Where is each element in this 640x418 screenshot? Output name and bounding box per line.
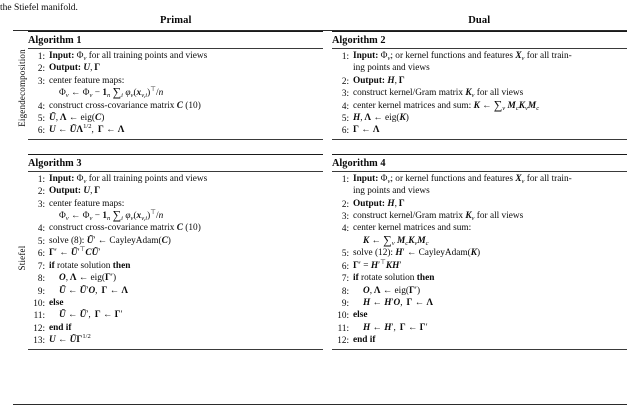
step-text: O, Λ ← eig(Γ′) <box>59 273 117 284</box>
algorithm-4-title: Algorithm 4 <box>332 157 386 169</box>
step-text: center feature maps: <box>49 198 125 209</box>
step-text: construct cross-covariance matrix C (10) <box>49 223 201 234</box>
algorithm-step <box>332 87 627 99</box>
step-number: 4: <box>341 223 349 234</box>
algorithm-step <box>332 75 627 87</box>
algorithm-step <box>28 272 323 284</box>
step-number: 3: <box>37 75 45 86</box>
algorithm-3-box <box>28 154 323 350</box>
step-text: Input: $\Phi_v$ for all training points and views <box>49 173 208 185</box>
algorithm-step <box>28 124 323 136</box>
step-number: 3: <box>341 88 349 99</box>
step-text: Input: $\Phi_v$; or kernel functions and features $X_v$ for all train- <box>353 51 572 62</box>
step-number: 2: <box>37 63 45 74</box>
step-number: 13: <box>33 335 45 346</box>
algorithm-1-title: Algorithm 1 <box>28 35 82 46</box>
step-text: Γ′ ← Ũ′⊤CŨ′ <box>49 246 101 259</box>
algorithm-step <box>28 185 323 197</box>
step-text: Output: U, Γ <box>49 186 101 197</box>
algorithm-step <box>332 272 627 284</box>
row-spacer-right <box>332 140 627 154</box>
column-header-dual: Dual <box>468 15 491 26</box>
step-text: end if <box>49 322 72 333</box>
step-number: 10: <box>33 297 45 308</box>
step-number: 4: <box>341 100 349 111</box>
step-text: solve (12): H′ ← CayleyAdam(K) <box>353 248 481 259</box>
algorithms-table <box>13 14 627 350</box>
step-text: K ← $\sum_v$ $M_cK_vM_c$ <box>363 232 429 247</box>
algorithm-step <box>28 322 323 334</box>
step-text: Input: $\Phi_v$ for all training points and views <box>49 51 208 62</box>
algorithm-step-continuation <box>332 232 627 247</box>
algorithm-step <box>28 260 323 272</box>
step-text: ing points and views <box>353 63 430 74</box>
algorithm-step <box>332 50 627 62</box>
column-primal <box>28 31 323 350</box>
step-text: H, Λ ← eig(K) <box>353 113 409 124</box>
step-text: Γ ← Λ <box>353 125 380 136</box>
step-number: 2: <box>341 198 349 209</box>
step-number: 3: <box>37 198 45 209</box>
algorithm-step-continuation <box>28 210 323 222</box>
step-number: 4: <box>37 223 45 234</box>
step-text: center kernel matrices and sum: K ← $\sum_v$ $M_cK_vM_c$ <box>353 97 540 112</box>
header-spacer <box>13 14 28 30</box>
step-number: 12: <box>33 322 45 333</box>
step-text: H ← H′, Γ ← Γ′ <box>363 322 428 333</box>
algorithm-step <box>28 285 323 297</box>
algorithm-step <box>332 112 627 124</box>
row-spacer-left <box>28 140 323 154</box>
algorithm-step <box>28 50 323 62</box>
algorithm-step <box>28 62 323 74</box>
step-text: Output: U, Γ <box>49 63 101 74</box>
step-number: 2: <box>341 75 349 86</box>
row-label-stiefel: Stiefel <box>17 245 27 271</box>
step-number: 6: <box>37 248 45 259</box>
row-label-column <box>13 31 28 350</box>
header-gap <box>324 14 332 30</box>
algorithm-step <box>332 124 627 136</box>
algorithm-step <box>332 322 627 334</box>
step-text: $\Phi_v$ ← $\Phi_v - 1_n$ $\sum_i$ $\varphi_v(x_{v,i})^⊤/n$ <box>59 85 164 100</box>
step-text: if rotate solution then <box>353 273 435 284</box>
algorithm-1-steps <box>28 49 323 138</box>
step-number: 3: <box>341 211 349 222</box>
step-text: solve (8): Ũ′ ← CayleyAdam(C) <box>49 235 171 246</box>
algorithm-step <box>332 297 627 309</box>
step-number: 1: <box>341 51 349 61</box>
step-text: end if <box>353 335 376 346</box>
algorithm-1-box <box>28 31 323 140</box>
column-gap <box>323 31 332 350</box>
step-text: $\Phi_v$ ← $\Phi_v - 1_n$ $\sum_i$ $\varphi_v(x_{v,i})^⊤/n$ <box>59 208 164 223</box>
algorithm-step <box>28 334 323 346</box>
step-text: else <box>353 310 368 321</box>
algorithm-2-box <box>332 31 627 140</box>
algorithm-step <box>332 97 627 112</box>
step-text: center feature maps: <box>49 75 125 86</box>
algorithm-step <box>28 112 323 124</box>
step-text: Output: H, Γ <box>353 198 405 209</box>
step-text: Ũ ← Ũ′O, Γ ← Λ <box>59 285 129 296</box>
table-bottom-rule <box>13 404 627 405</box>
algorithm-step <box>332 309 627 321</box>
step-number: 6: <box>37 125 45 136</box>
algorithm-2-title: Algorithm 2 <box>332 35 386 46</box>
algorithm-step <box>28 235 323 247</box>
algorithm-step <box>28 173 323 185</box>
column-dual <box>332 31 627 350</box>
row-label-eigendecomposition: Eigendecomposition <box>17 49 27 127</box>
step-number: 8: <box>341 285 349 296</box>
step-text: construct cross-covariance matrix C (10) <box>49 100 201 111</box>
step-number: 5: <box>37 235 45 246</box>
step-text: construct kernel/Gram matrix $K_v$ for all views <box>353 88 524 100</box>
step-number: 1: <box>37 51 45 61</box>
step-text: else <box>49 297 64 308</box>
algorithm-3-bottom-rule <box>28 349 323 350</box>
table-header-row <box>13 14 627 30</box>
algorithm-step <box>332 285 627 297</box>
step-number: 1: <box>341 173 349 184</box>
step-text: H ← H′O, Γ ← Λ <box>363 297 434 308</box>
algorithm-step <box>332 198 627 210</box>
algorithm-step <box>332 173 627 185</box>
algorithm-step <box>28 247 323 259</box>
step-text: O, Λ ← eig(Γ′) <box>363 285 421 296</box>
step-text: Γ′ = H′⊤KH′ <box>353 258 402 271</box>
algorithm-step-continuation <box>332 62 627 74</box>
step-text: Input: $\Phi_v$; or kernel functions and features $X_v$ for all train- <box>353 173 572 185</box>
algorithm-step <box>28 198 323 210</box>
algorithm-step <box>332 210 627 222</box>
step-text: construct kernel/Gram matrix $K_v$ for all views <box>353 211 524 223</box>
step-text: center kernel matrices and sum: <box>353 223 472 234</box>
step-number: 5: <box>341 248 349 259</box>
algorithm-3-steps <box>28 172 323 348</box>
algorithm-step <box>332 260 627 272</box>
algorithm-columns <box>28 31 627 350</box>
step-number: 8: <box>37 273 45 284</box>
algorithm-step <box>28 297 323 309</box>
intro-paragraph: the Stiefel manifold. <box>0 3 78 13</box>
step-text: U ← $Ũ\Gamma^{1/2}$ <box>49 333 91 346</box>
cutoff-top-text <box>0 0 640 3</box>
algorithm-step <box>28 75 323 87</box>
table-body <box>13 31 627 350</box>
step-number: 6: <box>341 125 349 136</box>
step-number: 11: <box>33 310 45 321</box>
step-number: 7: <box>341 273 349 284</box>
step-text: ing points and views <box>353 186 430 197</box>
step-number: 1: <box>37 173 45 184</box>
algorithm-4-bottom-rule <box>332 349 627 350</box>
algorithm-4-box <box>332 154 627 350</box>
step-number: 2: <box>37 186 45 197</box>
step-text: U ← $Ũ\Lambda^{1/2}$, Γ ← Λ <box>49 123 125 136</box>
algorithm-4-steps <box>332 172 627 348</box>
step-text: Ũ, Λ ← eig(C) <box>49 113 105 124</box>
step-number: 5: <box>341 113 349 124</box>
step-number: 6: <box>341 260 349 271</box>
algorithm-step <box>28 309 323 321</box>
step-number: 5: <box>37 113 45 124</box>
algorithm-2-steps <box>332 49 627 138</box>
step-number: 12: <box>337 335 349 346</box>
step-number: 4: <box>37 100 45 111</box>
algorithm-step <box>28 100 323 112</box>
algorithm-step <box>332 247 627 259</box>
algorithm-3-title: Algorithm 3 <box>28 157 82 169</box>
step-text: Ũ ← Ũ′, Γ ← Γ′ <box>59 310 123 321</box>
step-number: 10: <box>337 310 349 321</box>
step-number: 9: <box>341 297 349 308</box>
step-number: 7: <box>37 260 45 271</box>
step-number: 11: <box>337 322 349 333</box>
step-text: Output: H, Γ <box>353 75 405 86</box>
algorithm-step-continuation <box>28 87 323 99</box>
algorithm-step-continuation <box>332 185 627 197</box>
step-number: 9: <box>37 285 45 296</box>
algorithm-step <box>28 222 323 234</box>
column-header-primal: Primal <box>159 15 192 26</box>
algorithm-step <box>332 334 627 346</box>
step-text: if rotate solution then <box>49 260 131 271</box>
algorithm-step <box>332 222 627 234</box>
